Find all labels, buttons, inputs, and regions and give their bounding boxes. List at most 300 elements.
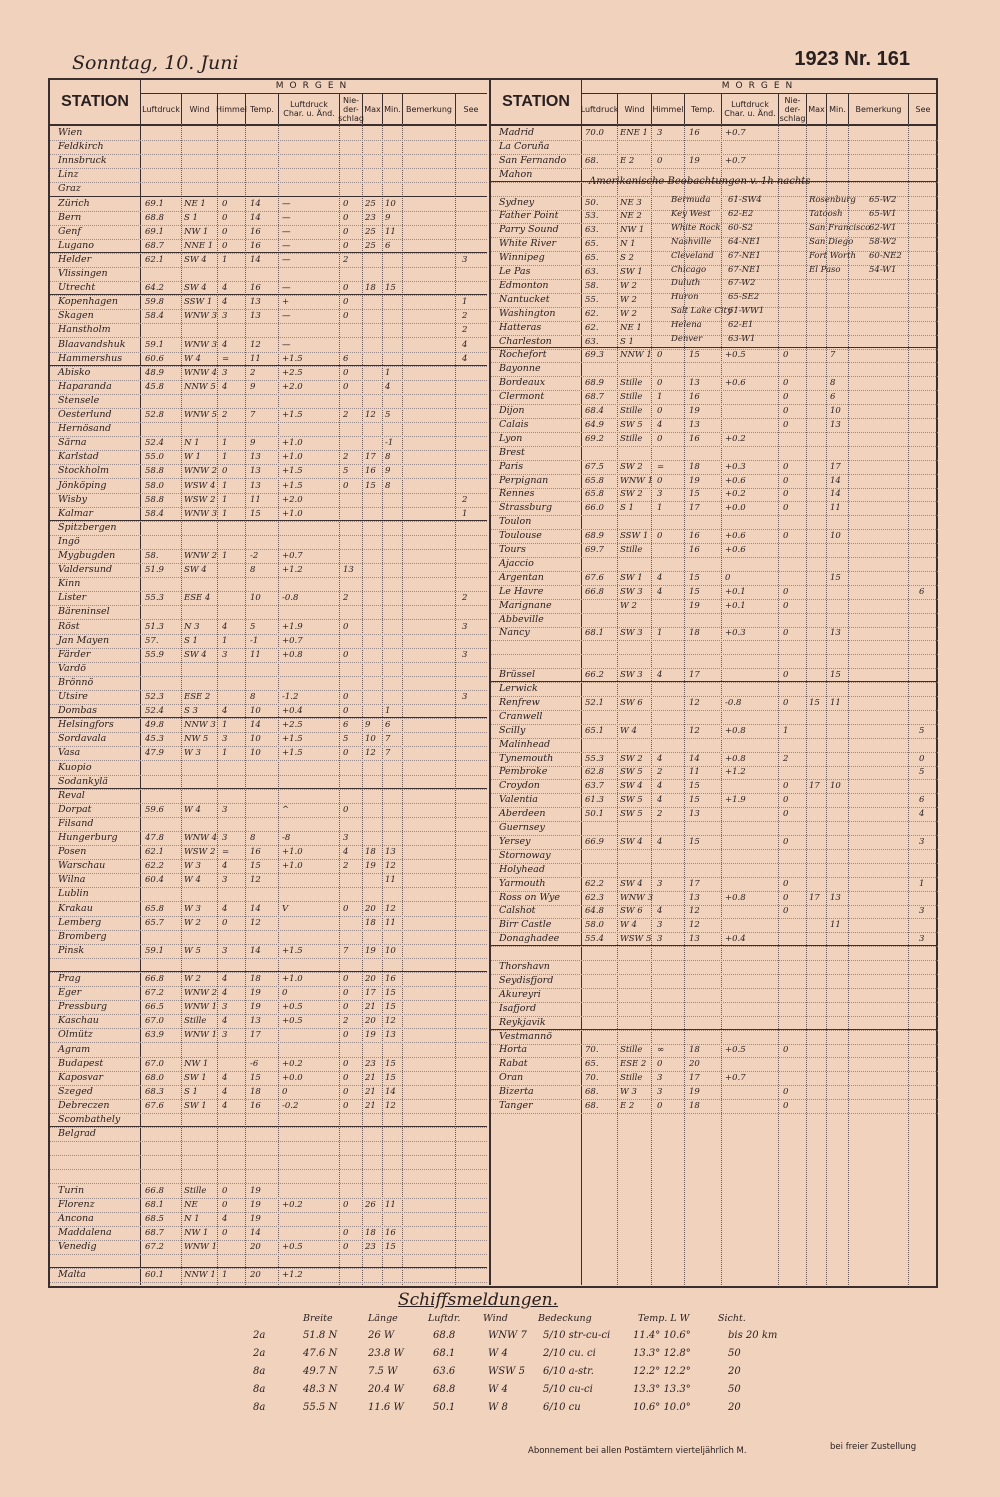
cell-value: S 2 bbox=[620, 253, 634, 264]
cell-value: 0 bbox=[343, 198, 349, 209]
cell-value: 65.1 bbox=[585, 725, 604, 736]
cell-value: 0 bbox=[343, 240, 349, 251]
cell-value: WNW 3 bbox=[184, 508, 218, 519]
cell-value: 12 bbox=[689, 697, 700, 708]
table-row bbox=[50, 690, 487, 705]
ship-report-cell: 2a bbox=[253, 1330, 266, 1341]
cell-value: +0.2 bbox=[725, 489, 746, 500]
table-row bbox=[50, 1169, 487, 1184]
cell-value: 63. bbox=[585, 225, 599, 236]
ship-report-cell: 13.3° 12.8° bbox=[633, 1348, 691, 1359]
cell-value: ESE 4 bbox=[184, 593, 211, 604]
station-name: Thorshavn bbox=[499, 961, 550, 972]
cell-value: 4 bbox=[657, 586, 663, 597]
cell-value: 3 bbox=[462, 649, 468, 660]
cell-value: E 2 bbox=[620, 155, 635, 166]
cell-value: 4 bbox=[657, 753, 663, 764]
station-name: Röst bbox=[58, 620, 80, 632]
station-name: Vasa bbox=[58, 747, 81, 759]
ship-report-cell: 2/10 cu. ci bbox=[543, 1348, 596, 1359]
cell-value: 2 bbox=[343, 861, 349, 872]
ship-report-cell: 50 bbox=[728, 1348, 741, 1359]
cell-value: W 3 bbox=[184, 861, 201, 872]
american-obs-cell: Chicago bbox=[671, 264, 707, 275]
table-row bbox=[491, 404, 938, 419]
cell-value: 15 bbox=[385, 988, 396, 999]
ship-report-cell: 13.3° 13.3° bbox=[633, 1384, 691, 1395]
cell-value: W 4 bbox=[184, 875, 201, 886]
station-name: Lyon bbox=[499, 432, 523, 444]
cell-value: 8 bbox=[250, 565, 256, 576]
cell-value: 52.3 bbox=[145, 692, 164, 702]
cell-value: NNW 1 bbox=[620, 350, 652, 361]
cell-value: 5 bbox=[385, 410, 391, 420]
cell-value: 1 bbox=[222, 1270, 228, 1281]
cell-value: 17 bbox=[809, 892, 820, 903]
table-row bbox=[491, 724, 938, 739]
table-row bbox=[50, 761, 487, 776]
station-name: Paris bbox=[499, 460, 524, 472]
american-obs-cell: Key West bbox=[671, 208, 711, 219]
cell-value: 55. bbox=[585, 294, 599, 305]
cell-value: 18 bbox=[250, 974, 261, 984]
cell-value: Stille bbox=[620, 378, 643, 389]
ship-report-cell: 11.4° 10.6° bbox=[633, 1330, 691, 1341]
table-row bbox=[50, 930, 487, 945]
cell-value: 1 bbox=[222, 254, 228, 265]
cell-value: +0.5 bbox=[282, 1241, 303, 1252]
cell-value: 0 bbox=[657, 1059, 663, 1070]
station-name: Spitzbergen bbox=[58, 521, 117, 533]
ship-header-cell: Bedeckung bbox=[538, 1313, 592, 1324]
table-row bbox=[50, 563, 487, 578]
table-row bbox=[491, 654, 938, 669]
cell-value: +0.6 bbox=[725, 545, 746, 555]
cell-value: WSW 2 bbox=[184, 494, 216, 505]
cell-value: 16 bbox=[365, 466, 376, 477]
table-row bbox=[50, 479, 487, 494]
cell-value: + bbox=[282, 297, 290, 308]
cell-value: 0 bbox=[783, 781, 789, 792]
cell-value: 0 bbox=[343, 621, 349, 632]
cell-value: -1 bbox=[250, 635, 259, 646]
cell-value: +0.3 bbox=[725, 628, 746, 639]
american-obs-cell: 62-W1 bbox=[869, 222, 897, 233]
footer-subscription: Abonnement bei allen Postämtern vierteljährlich M. bbox=[528, 1446, 747, 1456]
cell-value: 16 bbox=[250, 240, 261, 251]
cell-value: 65. bbox=[585, 253, 599, 264]
station-name: Rennes bbox=[499, 488, 535, 500]
cell-value: 3 bbox=[222, 1030, 228, 1041]
cell-value: 58.4 bbox=[145, 311, 164, 322]
cell-value: 10 bbox=[250, 734, 261, 745]
table-row bbox=[50, 1184, 487, 1199]
cell-value: 4 bbox=[343, 847, 349, 858]
station-name: Zürich bbox=[58, 197, 90, 209]
cell-value: 17 bbox=[365, 452, 376, 463]
table-row bbox=[50, 972, 487, 987]
cell-value: NW 5 bbox=[184, 734, 209, 745]
cell-value: 20 bbox=[365, 974, 376, 984]
cell-value: 13 bbox=[689, 809, 700, 820]
table-row bbox=[491, 807, 938, 822]
cell-value: 9 bbox=[365, 720, 371, 731]
cell-value: 19 bbox=[250, 1199, 261, 1210]
table-row bbox=[491, 960, 938, 975]
cell-value: NNW 3 bbox=[184, 720, 216, 731]
cell-value: +1.9 bbox=[282, 621, 303, 632]
cell-value: 3 bbox=[222, 311, 228, 322]
cell-value: WNW 1 bbox=[184, 1002, 218, 1013]
cell-value: 6 bbox=[343, 353, 349, 364]
table-row bbox=[50, 295, 487, 310]
station-name: Clermont bbox=[499, 391, 545, 403]
cell-value: ∞ bbox=[657, 1045, 665, 1056]
cell-value: 7 bbox=[830, 350, 836, 361]
cell-value: — bbox=[282, 226, 291, 237]
cell-value: 68.9 bbox=[585, 531, 604, 542]
cell-value: 1 bbox=[222, 508, 228, 519]
station-name: Oran bbox=[499, 1072, 524, 1084]
table-row bbox=[50, 1028, 487, 1043]
morgen-header-right: MORGEN bbox=[582, 80, 938, 94]
cell-value: 15 bbox=[250, 1072, 261, 1083]
cell-value: W 2 bbox=[620, 308, 637, 319]
cell-value: 12 bbox=[689, 725, 700, 736]
ship-report-cell: 5/10 cu-ci bbox=[543, 1384, 593, 1395]
cell-value: 20 bbox=[365, 903, 376, 914]
cell-value: 5 bbox=[343, 734, 349, 745]
cell-value: 59.6 bbox=[145, 804, 164, 815]
station-name: Aberdeen bbox=[499, 808, 546, 820]
cell-value: +0.5 bbox=[725, 350, 746, 361]
group-separator bbox=[50, 252, 487, 253]
cell-value: WNW 1 bbox=[620, 475, 654, 486]
cell-value: 10 bbox=[250, 748, 261, 759]
cell-value: 1 bbox=[657, 392, 663, 403]
table-row bbox=[491, 1099, 938, 1114]
cell-value: 68.4 bbox=[585, 406, 604, 416]
cell-value: 11 bbox=[250, 353, 261, 364]
cell-value: = bbox=[222, 353, 230, 364]
cell-value: — bbox=[282, 240, 291, 251]
cell-value: 62.8 bbox=[585, 767, 604, 778]
cell-value: 12 bbox=[385, 903, 396, 914]
ship-report-cell: 63.6 bbox=[433, 1366, 456, 1377]
cell-value: 7 bbox=[385, 748, 391, 759]
table-row bbox=[50, 338, 487, 353]
cell-value: S 1 bbox=[620, 503, 634, 514]
cell-value: 4 bbox=[657, 572, 663, 583]
cell-value: W 4 bbox=[620, 920, 637, 931]
cell-value: 14 bbox=[250, 198, 261, 209]
table-row bbox=[491, 779, 938, 794]
cell-value: 15 bbox=[365, 480, 376, 491]
station-name: Eger bbox=[58, 987, 82, 999]
cell-value: 2 bbox=[343, 254, 349, 265]
cell-value: 0 bbox=[783, 392, 789, 403]
cell-value: 1 bbox=[462, 508, 468, 519]
cell-value: 0 bbox=[343, 480, 349, 491]
cell-value: 15 bbox=[689, 572, 700, 583]
cell-value: 68.7 bbox=[145, 240, 164, 251]
american-obs-cell: Bermuda bbox=[671, 195, 711, 205]
cell-value: W 4 bbox=[184, 353, 201, 364]
cell-value: 11 bbox=[250, 649, 261, 660]
cell-value: 19 bbox=[365, 861, 376, 872]
table-row bbox=[50, 394, 487, 409]
cell-value: 19 bbox=[250, 988, 261, 999]
table-row bbox=[491, 765, 938, 780]
cell-value: 66.8 bbox=[145, 974, 164, 984]
cell-value: 21 bbox=[365, 1072, 376, 1083]
american-obs-cell: 65-SE2 bbox=[728, 292, 760, 303]
cell-value: 15 bbox=[250, 861, 261, 872]
station-header-right: STATION bbox=[491, 80, 582, 124]
table-row bbox=[491, 738, 938, 753]
cell-value: +1.5 bbox=[282, 466, 303, 477]
cell-value: 1 bbox=[222, 635, 228, 646]
cell-value: 1 bbox=[783, 725, 789, 736]
cell-value: 19 bbox=[689, 406, 700, 416]
cell-value: 10 bbox=[385, 198, 396, 209]
cell-value: +0.8 bbox=[725, 892, 746, 903]
cell-value: ^ bbox=[282, 804, 290, 815]
table-row bbox=[50, 591, 487, 606]
cell-value: 0 bbox=[783, 697, 789, 708]
cell-value: 15 bbox=[385, 1241, 396, 1252]
cell-value: 13 bbox=[830, 419, 841, 430]
ship-report-cell: 55.5 N bbox=[303, 1402, 338, 1413]
cell-value: 59.1 bbox=[145, 945, 164, 956]
ship-report-cell: 2a bbox=[253, 1348, 266, 1359]
cell-value: +1.2 bbox=[725, 767, 746, 778]
station-header: STATION bbox=[50, 80, 141, 124]
table-row bbox=[491, 835, 938, 850]
cell-value: 0 bbox=[343, 1241, 349, 1252]
cell-value: 11 bbox=[250, 494, 261, 505]
table-row bbox=[50, 605, 487, 620]
cell-value: WNW 4 bbox=[184, 367, 218, 378]
col-wind: Wind bbox=[182, 94, 218, 124]
col-max: Max bbox=[363, 94, 383, 124]
col-see-r: See bbox=[915, 104, 931, 114]
cell-value: 58.8 bbox=[145, 494, 164, 505]
cell-value: 4 bbox=[657, 781, 663, 792]
station-name: Sydney bbox=[499, 196, 535, 208]
cell-value: 12 bbox=[250, 917, 261, 928]
station-name: Edmonton bbox=[499, 279, 549, 291]
cell-value: 20 bbox=[689, 1059, 700, 1070]
cell-value: +1.5 bbox=[282, 410, 303, 420]
cell-value: 59.8 bbox=[145, 297, 164, 308]
cell-value: 0 bbox=[783, 586, 789, 597]
cell-value: +0.5 bbox=[725, 1045, 746, 1056]
station-name: Helder bbox=[58, 253, 92, 265]
cell-value: W 4 bbox=[184, 804, 201, 815]
cell-value: 21 bbox=[365, 1002, 376, 1013]
table-row bbox=[50, 803, 487, 818]
cell-value: 4 bbox=[462, 339, 468, 350]
table-row bbox=[491, 390, 938, 405]
cell-value: 4 bbox=[657, 419, 663, 430]
col-min-r: Min. bbox=[827, 94, 849, 124]
cell-value: 13 bbox=[250, 452, 261, 463]
american-obs-cell: Denver bbox=[671, 334, 703, 344]
cell-value: 0 bbox=[222, 240, 228, 251]
group-separator bbox=[50, 520, 487, 521]
cell-value: 2 bbox=[462, 325, 468, 336]
station-name: San Fernando bbox=[499, 154, 567, 166]
ship-report-cell: 10.6° 10.0° bbox=[633, 1402, 691, 1413]
cell-value: -0.8 bbox=[725, 697, 742, 708]
cell-value: SW 3 bbox=[620, 628, 643, 639]
cell-value: 7 bbox=[343, 945, 349, 956]
cell-value: 7 bbox=[250, 410, 256, 420]
cell-value: 64.9 bbox=[585, 419, 604, 430]
cell-value: 16 bbox=[689, 545, 700, 555]
american-obs-cell: 60-NE2 bbox=[869, 250, 902, 261]
station-name: Sordavala bbox=[58, 733, 107, 745]
cell-value: 15 bbox=[689, 795, 700, 806]
cell-value: 14 bbox=[830, 489, 841, 500]
station-name: Linz bbox=[58, 169, 79, 181]
table-row bbox=[491, 571, 938, 586]
cell-value: +0.7 bbox=[282, 635, 303, 646]
table-row bbox=[50, 1226, 487, 1241]
group-separator bbox=[491, 945, 938, 946]
cell-value: 15 bbox=[250, 508, 261, 519]
cell-value: 17 bbox=[689, 503, 700, 514]
cell-value: 4 bbox=[657, 836, 663, 847]
cell-value: 18 bbox=[250, 1086, 261, 1097]
station-name: Stensele bbox=[58, 394, 100, 406]
table-row bbox=[491, 682, 938, 697]
american-obs-cell: El Paso bbox=[809, 264, 841, 275]
cell-value: 11 bbox=[385, 226, 396, 237]
cell-value: 66.0 bbox=[585, 503, 604, 514]
table-row bbox=[491, 1043, 938, 1058]
cell-value: 13 bbox=[343, 565, 354, 576]
cell-value: 69.3 bbox=[585, 350, 604, 361]
cell-value: 3 bbox=[462, 692, 468, 702]
cell-value: 4 bbox=[222, 988, 228, 999]
cell-value: 1 bbox=[462, 297, 468, 308]
station-name: La Coruña bbox=[499, 140, 550, 152]
cell-value: 0 bbox=[783, 475, 789, 486]
table-row bbox=[50, 662, 487, 677]
cell-value: 2 bbox=[343, 410, 349, 420]
station-name: Helsingfors bbox=[58, 719, 114, 731]
cell-value: 0 bbox=[343, 1030, 349, 1041]
col-wind-r: Wind bbox=[618, 94, 652, 124]
cell-value: +0.1 bbox=[725, 586, 746, 597]
cell-value: 58.8 bbox=[145, 466, 164, 477]
cell-value: 59.1 bbox=[145, 339, 164, 350]
cell-value: 0 bbox=[783, 1045, 789, 1056]
cell-value: +1.0 bbox=[282, 438, 303, 449]
american-obs-cell: Fort Worth bbox=[809, 250, 856, 261]
cell-value: +2.5 bbox=[282, 720, 303, 731]
station-name: Scilly bbox=[499, 724, 526, 736]
cell-value: 10 bbox=[830, 531, 841, 542]
cell-value: 12 bbox=[385, 861, 396, 872]
cell-value: 4 bbox=[222, 1213, 228, 1224]
cell-value: E 2 bbox=[620, 1101, 635, 1111]
table-row bbox=[491, 126, 938, 141]
cell-value: 0 bbox=[343, 1227, 349, 1238]
station-name: Olmütz bbox=[58, 1029, 93, 1041]
cell-value: 68.3 bbox=[145, 1086, 164, 1097]
cell-value: 16 bbox=[250, 283, 261, 294]
american-obs-cell: Huron bbox=[671, 292, 699, 303]
cell-value: N 3 bbox=[184, 621, 200, 632]
cell-value: 4 bbox=[222, 381, 228, 392]
cell-value: 5 bbox=[250, 621, 256, 632]
cell-value: 3 bbox=[657, 128, 663, 138]
cell-value: 13 bbox=[830, 892, 841, 903]
cell-value: Stille bbox=[620, 392, 643, 403]
cell-value: 7 bbox=[385, 734, 391, 745]
cell-value: 8 bbox=[830, 378, 836, 389]
station-name: Bordeaux bbox=[499, 377, 546, 389]
station-name: Perpignan bbox=[499, 474, 549, 486]
col-himmel-r: Himmel bbox=[652, 94, 685, 124]
table-row bbox=[50, 1141, 487, 1156]
station-name: Kaschau bbox=[58, 1015, 99, 1027]
cell-value: 16 bbox=[250, 1100, 261, 1111]
american-obs-cell: Salt Lake City bbox=[671, 306, 732, 317]
station-name: Le Pas bbox=[499, 266, 531, 277]
cell-value: 0 bbox=[783, 419, 789, 430]
table-row bbox=[50, 916, 487, 931]
table-row bbox=[50, 859, 487, 874]
cell-value: 18 bbox=[365, 847, 376, 858]
station-name: Rochefort bbox=[499, 349, 547, 361]
cell-value: 66.8 bbox=[145, 1185, 164, 1196]
cell-value: +1.0 bbox=[282, 847, 303, 858]
station-name: Vardö bbox=[58, 662, 86, 674]
cell-value: 17 bbox=[250, 1030, 261, 1041]
cell-value: 14 bbox=[689, 753, 700, 764]
station-name: Washington bbox=[499, 307, 556, 319]
table-row bbox=[491, 585, 938, 600]
station-name: Kalmar bbox=[58, 507, 94, 519]
station-name: Brest bbox=[499, 446, 525, 458]
ship-report-cell: 6/10 a-str. bbox=[543, 1366, 594, 1377]
cell-value: NW 1 bbox=[184, 226, 209, 237]
ship-report-cell: 5/10 str-cu-ci bbox=[543, 1330, 611, 1341]
station-name: Särna bbox=[58, 437, 87, 449]
cell-value: 0 bbox=[343, 706, 349, 717]
cell-value: 67.5 bbox=[585, 461, 604, 472]
cell-value: — bbox=[282, 339, 291, 350]
cell-value: — bbox=[282, 254, 291, 265]
cell-value: 18 bbox=[689, 628, 700, 639]
ship-report-cell: 7.5 W bbox=[368, 1366, 398, 1377]
cell-value: 13 bbox=[250, 1016, 261, 1027]
cell-value: 3 bbox=[657, 1073, 663, 1084]
station-name: Stockholm bbox=[58, 465, 110, 477]
cell-value: 15 bbox=[689, 350, 700, 361]
cell-value: W 3 bbox=[184, 748, 201, 759]
table-row bbox=[491, 752, 938, 767]
cell-value: 15 bbox=[809, 697, 820, 708]
cell-value: 0 bbox=[919, 753, 925, 764]
station-name: Florenz bbox=[58, 1198, 95, 1210]
table-row bbox=[50, 323, 487, 338]
cell-value: 69.7 bbox=[585, 545, 604, 555]
